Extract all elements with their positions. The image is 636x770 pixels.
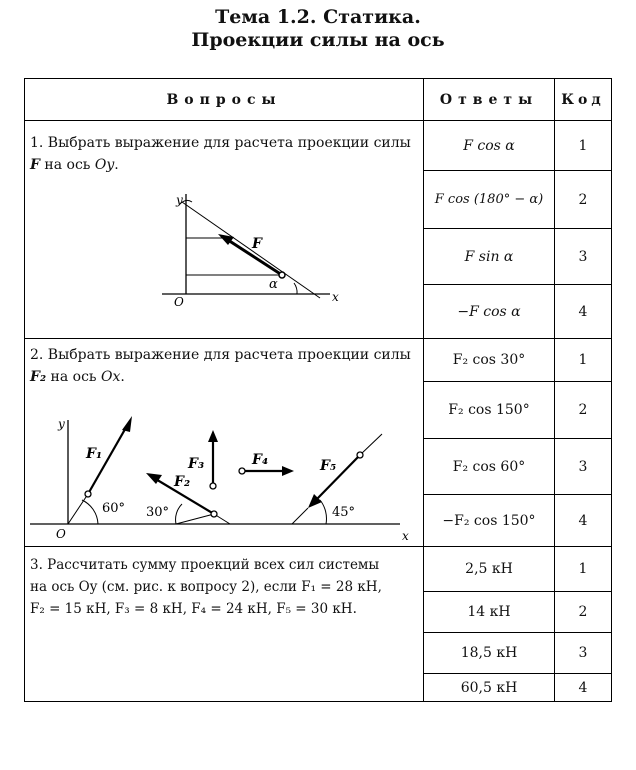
q2-angle-30: 30°: [146, 505, 170, 520]
q2-f5-label: F₅: [320, 458, 337, 474]
q1-angle-label: α: [269, 277, 278, 292]
q3-answer-4: 60,5 кН: [460, 679, 518, 696]
q1-axis-x-label: x: [332, 290, 339, 304]
q1-origin-label: O: [174, 295, 184, 309]
q3-code-1: 1: [578, 561, 588, 577]
q1-force-label: F: [252, 236, 262, 252]
q1-answer-4: −F cos α: [457, 303, 521, 320]
q2-answer-4: −F₂ cos 150°: [442, 512, 536, 529]
q2-answer-1: F₂ cos 30°: [452, 352, 526, 368]
question-2-text: 2. Выбрать выражение для расчета проекции силы F₂ на ось Ox.: [30, 347, 411, 385]
q2-axis-y-label: y: [58, 417, 65, 431]
q2-code-2: 2: [578, 402, 588, 418]
q2-answer-2: F₂ cos 150°: [448, 402, 530, 418]
q2-origin-label: O: [56, 527, 66, 541]
q1-code-2: 2: [578, 191, 588, 208]
question-1-text: 1. Выбрать выражение для расчета проекции силы F на ось Oy.: [30, 135, 411, 173]
q3-answer-3: 18,5 кН: [460, 645, 518, 661]
q3-answer-1: 2,5 кН: [465, 561, 513, 577]
q1-answer-2: F cos (180° − α): [434, 192, 544, 207]
page-subtitle: Проекции силы на ось: [191, 29, 445, 51]
q3-answer-2: 14 кН: [467, 604, 511, 620]
q2-angle-60: 60°: [102, 501, 126, 516]
q2-f4-label: F₄: [252, 452, 269, 468]
q2-axis-x-label: x: [402, 529, 409, 543]
q1-code-3: 3: [578, 248, 588, 265]
q3-code-4: 4: [578, 679, 588, 696]
q1-code-1: 1: [578, 137, 588, 154]
question-2-figure: [30, 408, 420, 544]
q1-axis-y-label: y: [176, 193, 183, 207]
q2-answer-3: F₂ cos 60°: [452, 458, 526, 475]
q2-f3-label: F₃: [188, 456, 205, 472]
q2-f1-label: F₁: [86, 446, 103, 462]
q2-code-1: 1: [578, 352, 588, 368]
q2-angle-45: 45°: [332, 505, 356, 520]
q3-code-3: 3: [578, 645, 588, 661]
question-1-figure: [150, 190, 350, 310]
q2-code-4: 4: [578, 512, 588, 529]
q1-code-4: 4: [578, 303, 588, 320]
q1-answer-1: F cos α: [463, 137, 515, 154]
header-code: Код: [561, 91, 605, 108]
q1-answer-3: F sin α: [464, 248, 514, 265]
page-title: Тема 1.2. Статика.: [215, 6, 421, 28]
q2-f2-label: F₂: [174, 474, 191, 490]
q2-code-3: 3: [578, 458, 588, 475]
question-3-text: 3. Рассчитать сумму проекций всех сил системы на ось Oy (см. рис. к вопросу 2), если F₁ = 28 кН, F₂ = 15 кН, F₃ = 8 кН, F₄ = 24 кН, F₅ = 30 кН.: [30, 557, 382, 617]
q3-code-2: 2: [578, 604, 588, 620]
header-answers: Ответы: [439, 91, 539, 108]
header-questions: Вопросы: [166, 91, 282, 108]
